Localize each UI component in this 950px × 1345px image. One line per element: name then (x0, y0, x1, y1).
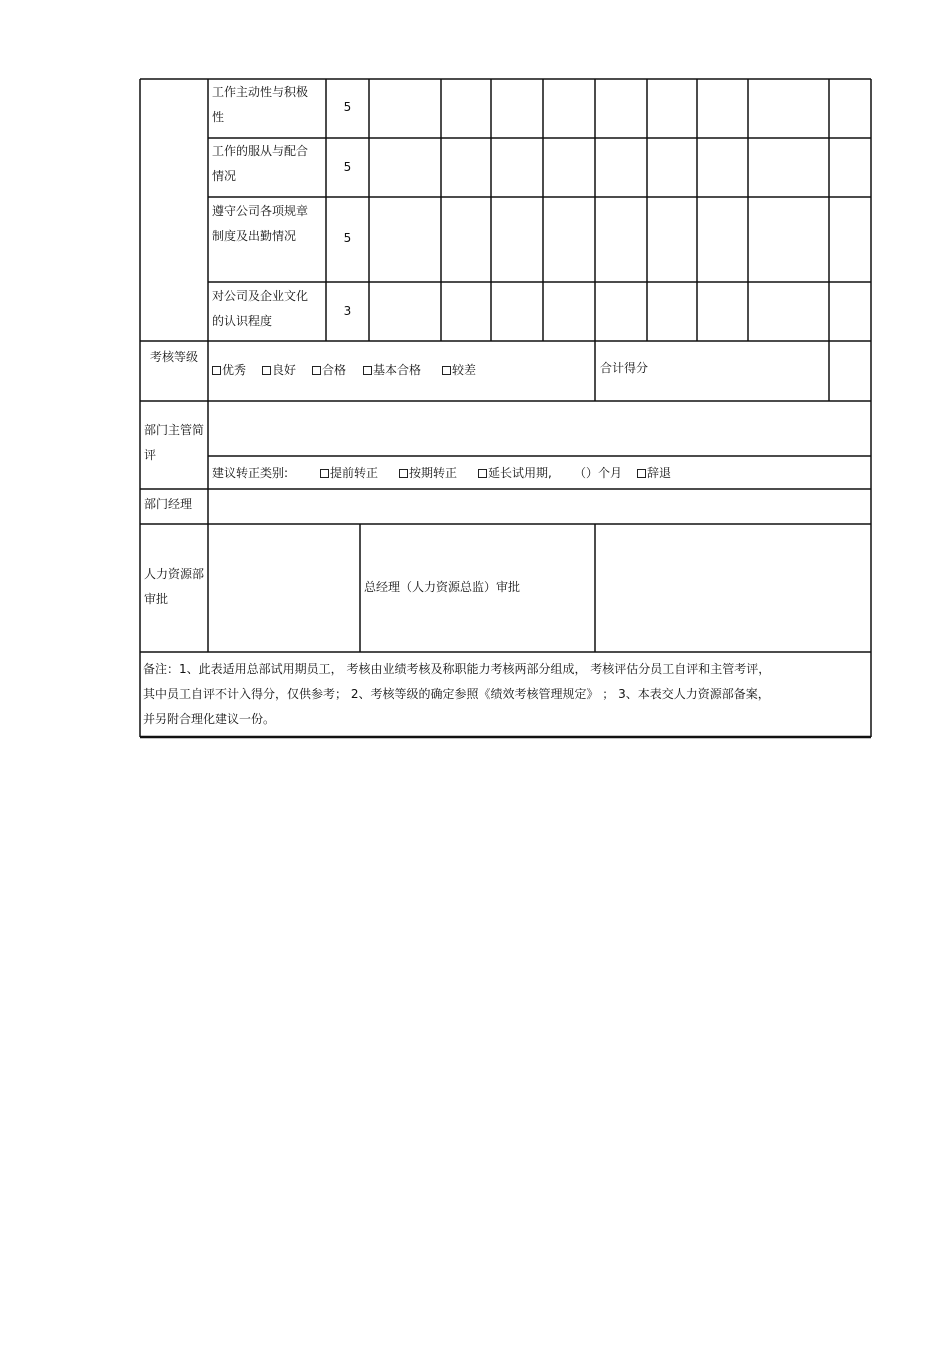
total-score-input[interactable] (830, 342, 870, 400)
suggest-option-extend[interactable] (478, 464, 552, 481)
grade-option-excellent[interactable] (212, 361, 246, 378)
grade-option-basic-pass[interactable] (363, 361, 421, 378)
criterion-score: 3 (343, 304, 352, 318)
notes-line-1: 备注：1、此表适用总部试用期员工， 考核由业绩考核及称职能力考核两部分组成， 考核评估分员工自评和主管考评， (143, 662, 771, 676)
checkbox-icon[interactable] (262, 366, 271, 375)
grade-label: 考核等级 (150, 350, 199, 364)
criterion-score: 5 (343, 160, 352, 174)
checkbox-icon[interactable] (478, 469, 487, 478)
hr-label: 人力资源部审批 (144, 567, 205, 606)
checkbox-icon[interactable] (442, 366, 451, 375)
suggest-option-label: 按期转正 (409, 466, 458, 480)
suggest-option-label: 提前转正 (330, 466, 379, 480)
criterion-score: 5 (343, 231, 352, 245)
score-input-cells[interactable] (370, 80, 870, 340)
criterion-score: 5 (343, 100, 352, 114)
grade-option-pass[interactable] (312, 361, 346, 378)
grade-option-label: 基本合格 (373, 363, 422, 377)
grade-option-label: 良好 (272, 363, 297, 377)
manager-input[interactable] (209, 490, 870, 523)
notes-line-3: 并另附合理化建议一份。 (143, 712, 276, 726)
checkbox-icon[interactable] (212, 366, 221, 375)
criterion-name: 工作的服从与配合情况 (212, 144, 309, 183)
gm-approval-input[interactable] (596, 525, 870, 651)
grade-option-poor[interactable] (442, 361, 476, 378)
suggest-option-ontime[interactable] (399, 464, 457, 481)
checkbox-icon[interactable] (363, 366, 372, 375)
grade-option-label: 较差 (452, 363, 477, 377)
checkbox-icon[interactable] (320, 469, 329, 478)
suggest-option-label: 延长试用期, (488, 466, 552, 480)
criterion-name: 对公司及企业文化的认识程度 (212, 289, 309, 328)
criterion-name: 遵守公司各项规章制度及出勤情况 (212, 204, 309, 243)
criterion-name: 工作主动性与积极性 (212, 85, 309, 124)
grade-option-good[interactable] (262, 361, 296, 378)
manager-label: 部门经理 (144, 497, 193, 511)
gm-approval-label: 总经理（人力资源总监）审批 (364, 580, 521, 594)
total-score-label: 合计得分 (600, 361, 649, 375)
suggest-months[interactable]: （）个月 (574, 466, 623, 480)
notes-line-2: 其中员工自评不计入得分，仅供参考； 2、考核等级的确定参照《绩效考核管理规定》 ； 3、本表交人力资源部备案， (143, 687, 770, 701)
suggest-label: 建议转正类别: (212, 466, 289, 480)
suggest-option-early[interactable] (320, 464, 378, 481)
hr-approval-input[interactable] (209, 525, 359, 651)
suggest-option-label: 辞退 (647, 466, 672, 480)
suggest-option-dismiss[interactable] (637, 464, 671, 481)
checkbox-icon[interactable] (637, 469, 646, 478)
grade-option-label: 合格 (322, 363, 347, 377)
checkbox-icon[interactable] (399, 469, 408, 478)
grade-option-label: 优秀 (222, 363, 247, 377)
supervisor-label: 部门主管简评 (144, 423, 205, 462)
supervisor-comment-input[interactable] (209, 402, 870, 455)
checkbox-icon[interactable] (312, 366, 321, 375)
